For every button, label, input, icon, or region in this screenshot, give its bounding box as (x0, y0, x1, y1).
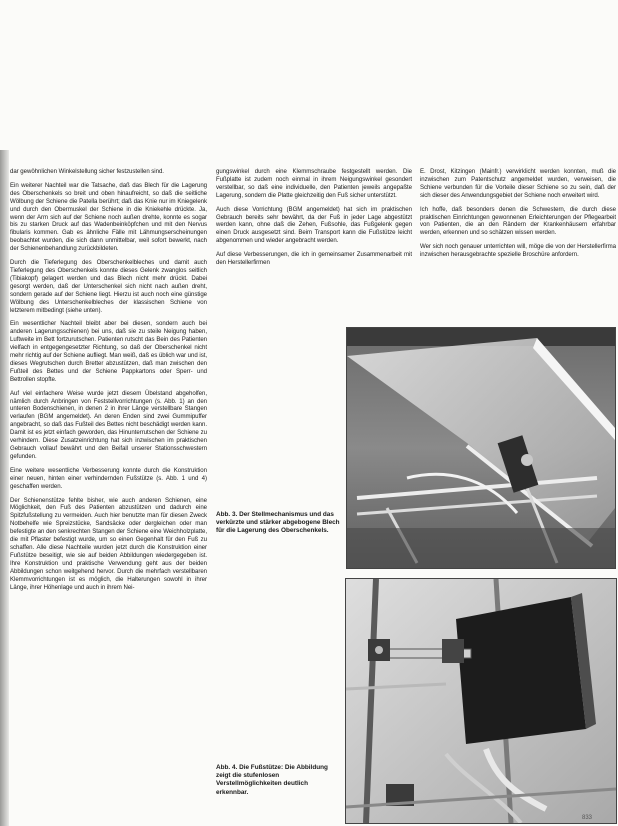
figure-caption-4: Abb. 4. Die Fußstütze: Die Abbildung zeigt die stufenlosen Verstellmöglichkeiten deutlich erkennbar. (216, 764, 328, 796)
paragraph: Auf diese Verbesserungen, die ich in gemeinsamer Zusammenarbeit mit den Herstellerfirmen (216, 251, 412, 267)
photo-foot-support (345, 578, 617, 824)
figure-caption-3: Abb. 3. Der Stellmechanismus und das verkürzte und stärker abgebogene Blech für die Lagerung des Oberschenkels. (216, 511, 340, 535)
page-number: 833 (582, 815, 593, 821)
paragraph: Der Schienenstütze fehlte bisher, wie auch anderen Schienen, eine Möglichkeit, den Fuß des Patienten abzustützen und dadurch eine Spitzfußstellung zu vermeiden. Auch hier benutzte man für diesen Zweck Notbehelfe wie Spreizstücke, Sandsäcke oder dergleichen oder man befestigte an den senkrechten Stangen der Schiene eine Weichholzplatte, die mit Pflaster befestigt wurde, um so einen Gegenhalt für den Fuß zu schaffen. Alle diese Nachteile wurden jetzt durch die Konstruktion einer Fußstütze beseitigt, wie sie auf beiden Abbildungen wiedergegeben ist. Ihre Konstruktion und praktische Verwendung geht aus der beiden Abbildungen schon weitgehend hervor. Durch die mehrfach verstellbaren Klemmvorrichtungen ist es möglich, die Halterungen sowohl in ihrer Länge, ihrer Höhenlage und auch in ihrem Nei- (10, 496, 207, 591)
paragraph: Ein weiterer Nachteil war die Tatsache, daß das Blech für die Lagerung des Oberschenkels so breit und oben hinaufreicht, so daß die seitliche Wölbung der Schiene die Patella berührt; daß das Knie nur im Kniegelenk und durch den Obermuskel der Schiene in die Kniekehle drückte. Ja, wenn der Arm sich auf der Schiene noch außen drehte, konnte es sogar bis zu starken Druck auf das Wadenbeinköpfchen und mit den Nervus fibularis kommen. Gab es ähnliche Fälle mit Lähmungserscheinungen beobachtet wurden, die sich dann unmittelbar, weil sofort bewerkt, nach der Schienenbehandlung zurückbildeten. (10, 181, 207, 253)
paragraph: dar gewöhnlichen Winkelstellung sicher festzustellen sind. (10, 168, 164, 175)
paragraph: Ich hoffe, daß besonders denen die Schwestern, die durch diese praktischen Einrichtungen gewonnenen Erleichterungen der Pflegearbeit von Patienten, die an den Rändern der Krankenhäusern erfahrbar werden, erkennen und so schätzen wissen werden. (420, 205, 616, 237)
paragraph: E. Drost, Kitzingen (Mainfr.) verwirklicht werden konnten, muß die inzwischen zum Patentschutz angemeldet wurden, verweisen, die Schiene verbunden für die Vorteile dieser Schiene so zu sein, daß der sich dieser des Anwendungsgebiet der Schiene noch erweitert wird. (420, 168, 616, 199)
paragraph: Ein wesentlicher Nachteil bleibt aber bei diesen, sondern auch bei anderen Lagerungsschienen) bei uns, daß sie zu steile Neigung haben, Luftweite im Bett fortzurutschen. Patienten rutscht das Bein des Patienten vielfach in entgegengesetzter Richtung, so daß der Oberschenkel nicht mehr richtig auf der Schiene aufliegt. Man weiß, daß es üblich war und ist, dieses Wegrutschen durch Bretter abzustützen, daß man zwischen den Fußteil des Bettes und der Schiene Pappkartons oder Sperr- und Bettrollen stopfte. (10, 320, 207, 383)
text-column-left (10, 168, 207, 822)
text-column-right (420, 168, 616, 326)
paragraph: gungswinkel durch eine Klemmschraube festgestellt werden. Die Fußplatte ist zudem noch einmal in ihrem Neigungswinkel gesondert verstellbar, so daß eine individuelle, den Patienten jeweils angepaßte Lagerung, sondern die Platte gleichzeitig den Fuß sicher unterstützt. (216, 168, 412, 199)
paragraph: Auch diese Vorrichtung (BGM angemeldet) hat sich im praktischen Gebrauch bereits sehr bewährt, da der Fuß in jeder Lage abgestützt werden kann, ohne daß die Zehen, Fußsohle, das Fußgelenk gegen einen Druck ausgesetzt sind. Beim Transport kann die Fußstütze leicht abgenommen und wieder angebracht werden. (216, 205, 412, 245)
scan-binding-edge (0, 150, 9, 826)
text-column-middle (216, 168, 412, 326)
paragraph: Eine weitere wesentliche Verbesserung konnte durch die Konstruktion einer neuen, hinten einer verhindernden Fußstütze (s. Abb. 1 und 4) geschaffen werden. (10, 466, 207, 490)
foot-support-photo (346, 579, 616, 823)
splint-frame-photo (347, 328, 615, 568)
paragraph: Wer sich noch genauer unterrichten will, möge die von der Herstellerfirma inzwischen herausgebrachte spezielle Broschüre anfordern. (420, 243, 616, 259)
paragraph: Durch die Tieferlegung des Oberschenkelbleches und damit auch Tieferlegung des Oberschenkels konnte dieses Gelenk zwanglos seitlich (Tibiakopf) gelagert werden und das Blech nicht mehr drückt. Dabei gesorgt werden, daß der Unterschenkel sich nicht nach außen dreht, sondern gerade auf der Schiene liegt. Hierzu ist auch noch eine günstige Wölbung des Unterschenkelbleches der klassischen Schiene von letzterem mitbedingt (siehe unten). (10, 259, 207, 314)
photo-splint-frame (346, 327, 616, 569)
paragraph: Auf viel einfachere Weise wurde jetzt diesem Übelstand abgeholfen, nämlich durch Anbringen von Feststellvorrichtungen (s. Abb. 1) an den unteren Bodenschienen, in denen 2 in ihrer Länge verstellbare Stangen verlaufen (BGM angemeldet). An deren Enden sind zwei Gummipuffer angebracht, so daß das Fußteil des Bettes nicht beschädigt werden kann. Damit ist es jetzt einfach geworden, das Hinunterrutschen der Schiene zu verhindern. Diese Zusatzeinrichtung hat sich inzwischen im praktischen Gebrauch vollauf bewährt und den Beifall unserer Stationsschwestern gefunden. (10, 389, 207, 460)
